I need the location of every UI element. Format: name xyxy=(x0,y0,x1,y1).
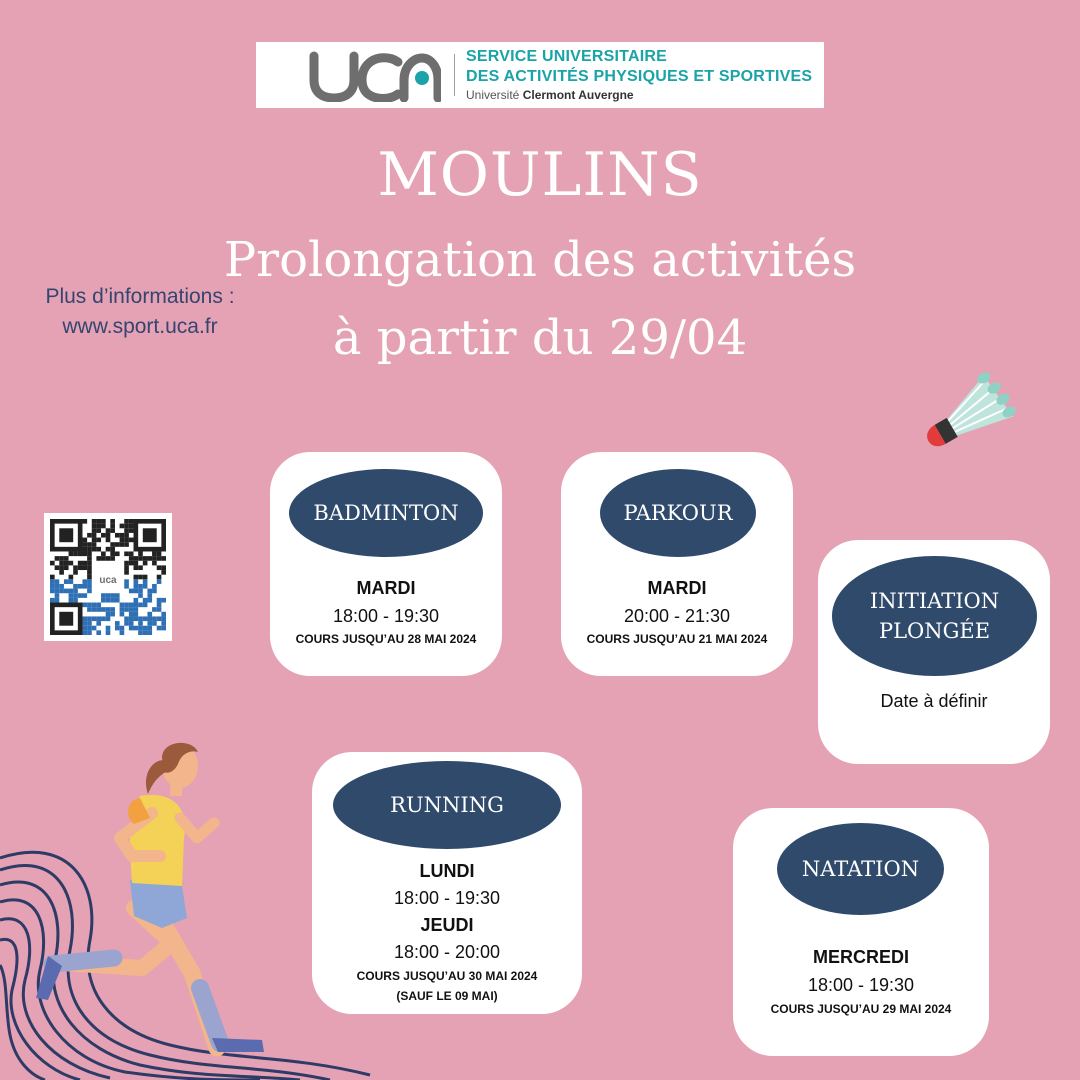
university-name-bold: Clermont Auvergne xyxy=(522,88,634,102)
natation-day: MERCREDI xyxy=(812,947,909,967)
activity-card-natation xyxy=(733,808,989,1056)
activity-title-natation: NATATION xyxy=(777,823,944,915)
uca-logo xyxy=(306,50,441,102)
info-block xyxy=(20,282,260,342)
running-day-2: JEUDI xyxy=(420,915,474,935)
running-day-1: LUNDI xyxy=(419,861,475,881)
logo-banner xyxy=(256,42,824,108)
natation-note: COURS JUSQU’AU 29 MAI 2024 xyxy=(770,1002,952,1016)
parkour-time: 20:00 - 21:30 xyxy=(623,606,731,626)
qr-logo-text: uca xyxy=(99,575,117,586)
info-label: Plus d’informations : xyxy=(45,285,235,308)
running-time-2: 18:00 - 20:00 xyxy=(393,942,501,962)
running-time-1: 18:00 - 19:30 xyxy=(393,888,501,908)
activity-card-running xyxy=(312,752,582,1014)
running-note-1: COURS JUSQU’AU 30 MAI 2024 xyxy=(356,969,538,983)
university-name xyxy=(466,88,634,102)
city-title: MOULINS xyxy=(377,140,703,210)
parkour-day: MARDI xyxy=(647,578,707,598)
plongee-date: Date à définir xyxy=(880,691,988,711)
plongee-title-line-2: PLONGÉE xyxy=(878,619,991,643)
brand-line-2: DES ACTIVITÉS PHYSIQUES ET SPORTIVES xyxy=(466,68,813,85)
university-prefix: Université xyxy=(466,88,520,102)
runner-illustration xyxy=(22,738,272,1058)
natation-time: 18:00 - 19:30 xyxy=(807,975,915,995)
logo-divider xyxy=(454,54,455,96)
badminton-note: COURS JUSQU’AU 28 MAI 2024 xyxy=(295,632,477,646)
brand-line-1: SERVICE UNIVERSITAIRE xyxy=(466,48,667,65)
plongee-title-line-1: INITIATION xyxy=(869,589,1000,613)
parkour-note: COURS JUSQU’AU 21 MAI 2024 xyxy=(586,632,768,646)
qr-code[interactable] xyxy=(44,513,172,641)
activity-card-badminton xyxy=(270,452,502,676)
activity-card-parkour xyxy=(561,452,793,676)
badminton-day: MARDI xyxy=(356,578,416,598)
website-link[interactable]: www.sport.uca.fr xyxy=(62,315,218,338)
activity-title-badminton: BADMINTON xyxy=(289,469,483,557)
running-note-2: (SAUF LE 09 MAI) xyxy=(396,989,498,1003)
activity-title-parkour: PARKOUR xyxy=(600,469,756,557)
shuttlecock-icon xyxy=(908,372,1018,467)
badminton-time: 18:00 - 19:30 xyxy=(332,606,440,626)
activity-card-plongee xyxy=(818,540,1050,764)
activity-title-plongee xyxy=(832,556,1037,676)
subtitle-line-2: à partir du 29/04 xyxy=(332,310,748,366)
subtitle-line-1: Prolongation des activités xyxy=(223,232,857,288)
activity-title-running: RUNNING xyxy=(333,761,561,849)
